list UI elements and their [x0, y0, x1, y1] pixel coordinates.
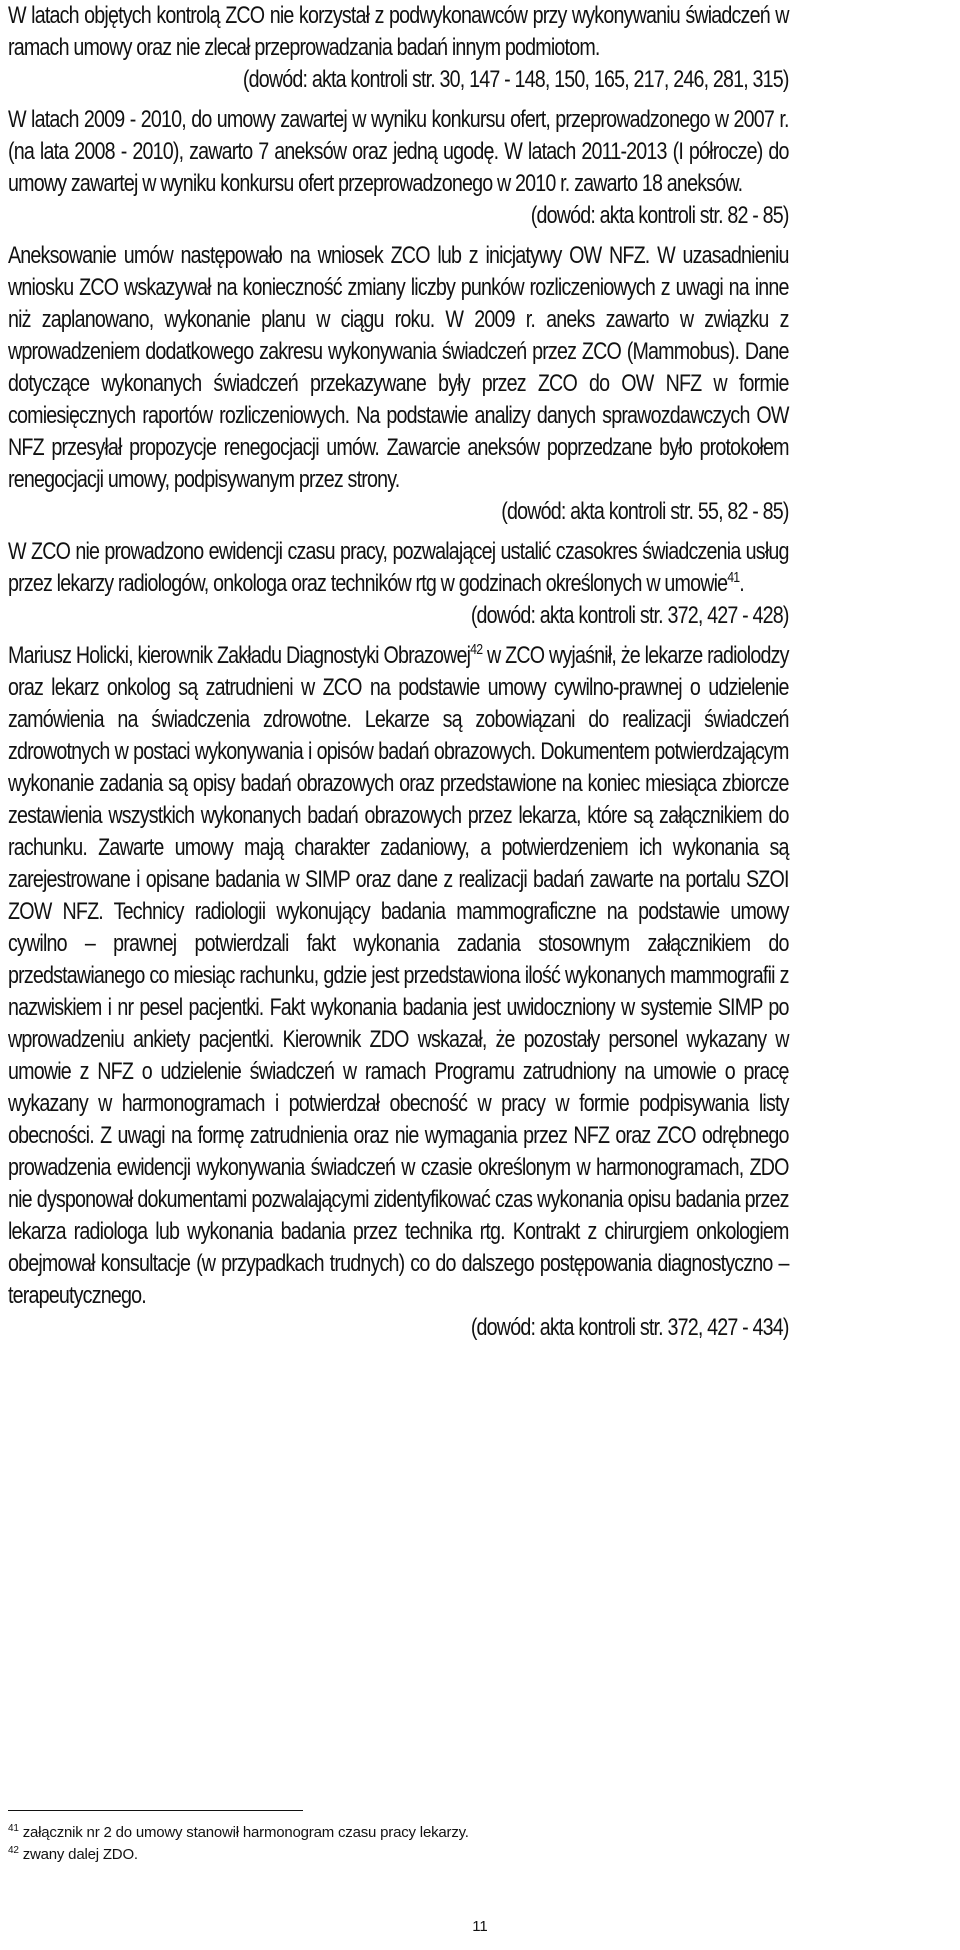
- evidence-reference: (dowód: akta kontroli str. 372, 427 - 428): [470, 602, 789, 629]
- footnote-separator: [8, 1810, 303, 1811]
- paragraph-text: W ZCO nie prowadzono ewidencji czasu pracy, pozwalającej ustalić czasokres świadczenia usług przez lekarzy radiologów, onkologa oraz techników rtg w godzinach określonych w umowie: [8, 538, 789, 597]
- evidence-reference: (dowód: akta kontroli str. 55, 82 - 85): [501, 498, 789, 525]
- evidence-reference: (dowód: akta kontroli str. 82 - 85): [530, 202, 789, 229]
- footnote-42: [8, 1844, 908, 1866]
- paragraph-working-time: [8, 536, 789, 600]
- footnote-text: zwany dalej ZDO.: [18, 1846, 138, 1863]
- evidence-reference: (dowód: akta kontroli str. 372, 427 - 434): [470, 1314, 789, 1341]
- page-number: 11: [472, 1918, 488, 1935]
- footnote-marker: 42: [470, 641, 483, 658]
- paragraph-annexing-procedure: Aneksowanie umów następowało na wniosek ZCO lub z inicjatywy OW NFZ. W uzasadnieniu wniosku ZCO wskazywał na konieczność zmiany liczby punków rozliczeniowych z uwagi na inne niż zaplanowano, wykonanie planu w ciągu roku. W 2009 r. aneks zawarto w związku z wprowadzeniem dodatkowego zakresu wykonywania świadczeń przez ZCO (Mammobus). Dane dotyczące wykonanych świadczeń przekazywane były przez ZCO do OW NFZ w formie comiesięcznych raportów rozliczeniowych. Na podstawie analizy danych sprawozdawczych OW NFZ przesyłał propozycje renegocjacji umów. Zawarcie aneksów poprzedzane było protokołem renegocjacji umowy, podpisywanym przez strony.: [8, 242, 789, 493]
- footnote-marker: 41: [727, 569, 740, 586]
- paragraph-text: Mariusz Holicki, kierownik Zakładu Diagnostyki Obrazowej: [8, 642, 471, 669]
- paragraph-text-continued: w ZCO wyjaśnił, że lekarze radiolodzy oraz lekarz onkolog są zatrudnieni w ZCO na podstawie umowy cywilno-prawnej o udzielenie zamówienia na świadczenia zdrowotne. Lekarze są zobowiązani do realizacji świadczeń zdrowotnych w postaci wykonywania i opisów badań obrazowych. Dokumentem potwierdzającym wykonanie zadania są opisy badań obrazowych oraz przedstawione na koniec miesiąca zbiorcze zestawienia wszystkich wykonanych badań obrazowych przez lekarza, które są załącznikiem do rachunku. Zawarte umowy mają charakter zadaniowy, a potwierdzeniem ich wykonania są zarejestrowane i opisane badania w SIMP oraz dane z realizacji badań zawarte na portalu SZOI ZOW NFZ. Technicy radiologii wykonujący badania mammograficzne na podstawie umowy cywilno – prawnej potwierdzali fakt wykonania zadania stosownym załącznikiem do przedstawianego co miesiąc rachunku, gdzie jest przedstawiona ilość wykonanych mammografii z nazwiskiem i nr pesel pacjentki. Fakt wykonania badania jest uwidoczniony w systemie SIMP po wprowadzeniu ankiety pacjentki. Kierownik ZDO wskazał, że pozostały personel wykazany w umowie z NFZ o udzielenie świadczeń w ramach Programu zatrudniony na umowie o pracę wykazany w harmonogramach i potwierdzał obecność w pracy w formie podpisywania listy obecności. Z uwagi na formę zatrudnienia oraz nie wymagania przez NFZ oraz ZCO odrębnego prowadzenia ewidencji wykonywania świadczeń w czasie określonym w harmonogramach, ZDO nie dysponował dokumentami pozwalającymi zidentyfikować czas wykonania opisu badania przez lekarza radiologa lub wykonania badania przez technika rtg. Kontrakt z chirurgiem onkologiem obejmował konsultacje (w przypadkach trudnych) co do dalszego postępowania diagnostyczno – terapeutycznego.: [8, 642, 789, 1309]
- paragraph-text-end: .: [739, 570, 744, 597]
- paragraph-explanation: [8, 640, 789, 1312]
- paragraph-subcontractors: W latach objętych kontrolą ZCO nie korzystał z podwykonawców przy wykonywaniu świadczeń w ramach umowy oraz nie zlecał przeprowadzania badań innym podmiotom.: [8, 2, 789, 61]
- footnote-number: 41: [8, 1823, 19, 1834]
- footnotes: [8, 1822, 908, 1866]
- footnote-41: [8, 1822, 908, 1844]
- paragraph-annexes: W latach 2009 - 2010, do umowy zawartej w wyniku konkursu ofert, przeprowadzonego w 2007 r. (na lata 2008 - 2010), zawarto 7 aneksów oraz jedną ugodę. W latach 2011-2013 (I półrocze) do umowy zawartej w wyniku konkursu ofert przeprowadzonego w 2010 r. zawarto 18 aneksów.: [8, 106, 789, 197]
- main-text: [8, 0, 789, 1344]
- footnote-number: 42: [8, 1845, 19, 1856]
- evidence-reference: (dowód: akta kontroli str. 30, 147 - 148, 150, 165, 217, 246, 281, 315): [242, 66, 789, 93]
- footnote-text: załącznik nr 2 do umowy stanowił harmonogram czasu pracy lekarzy.: [18, 1824, 469, 1841]
